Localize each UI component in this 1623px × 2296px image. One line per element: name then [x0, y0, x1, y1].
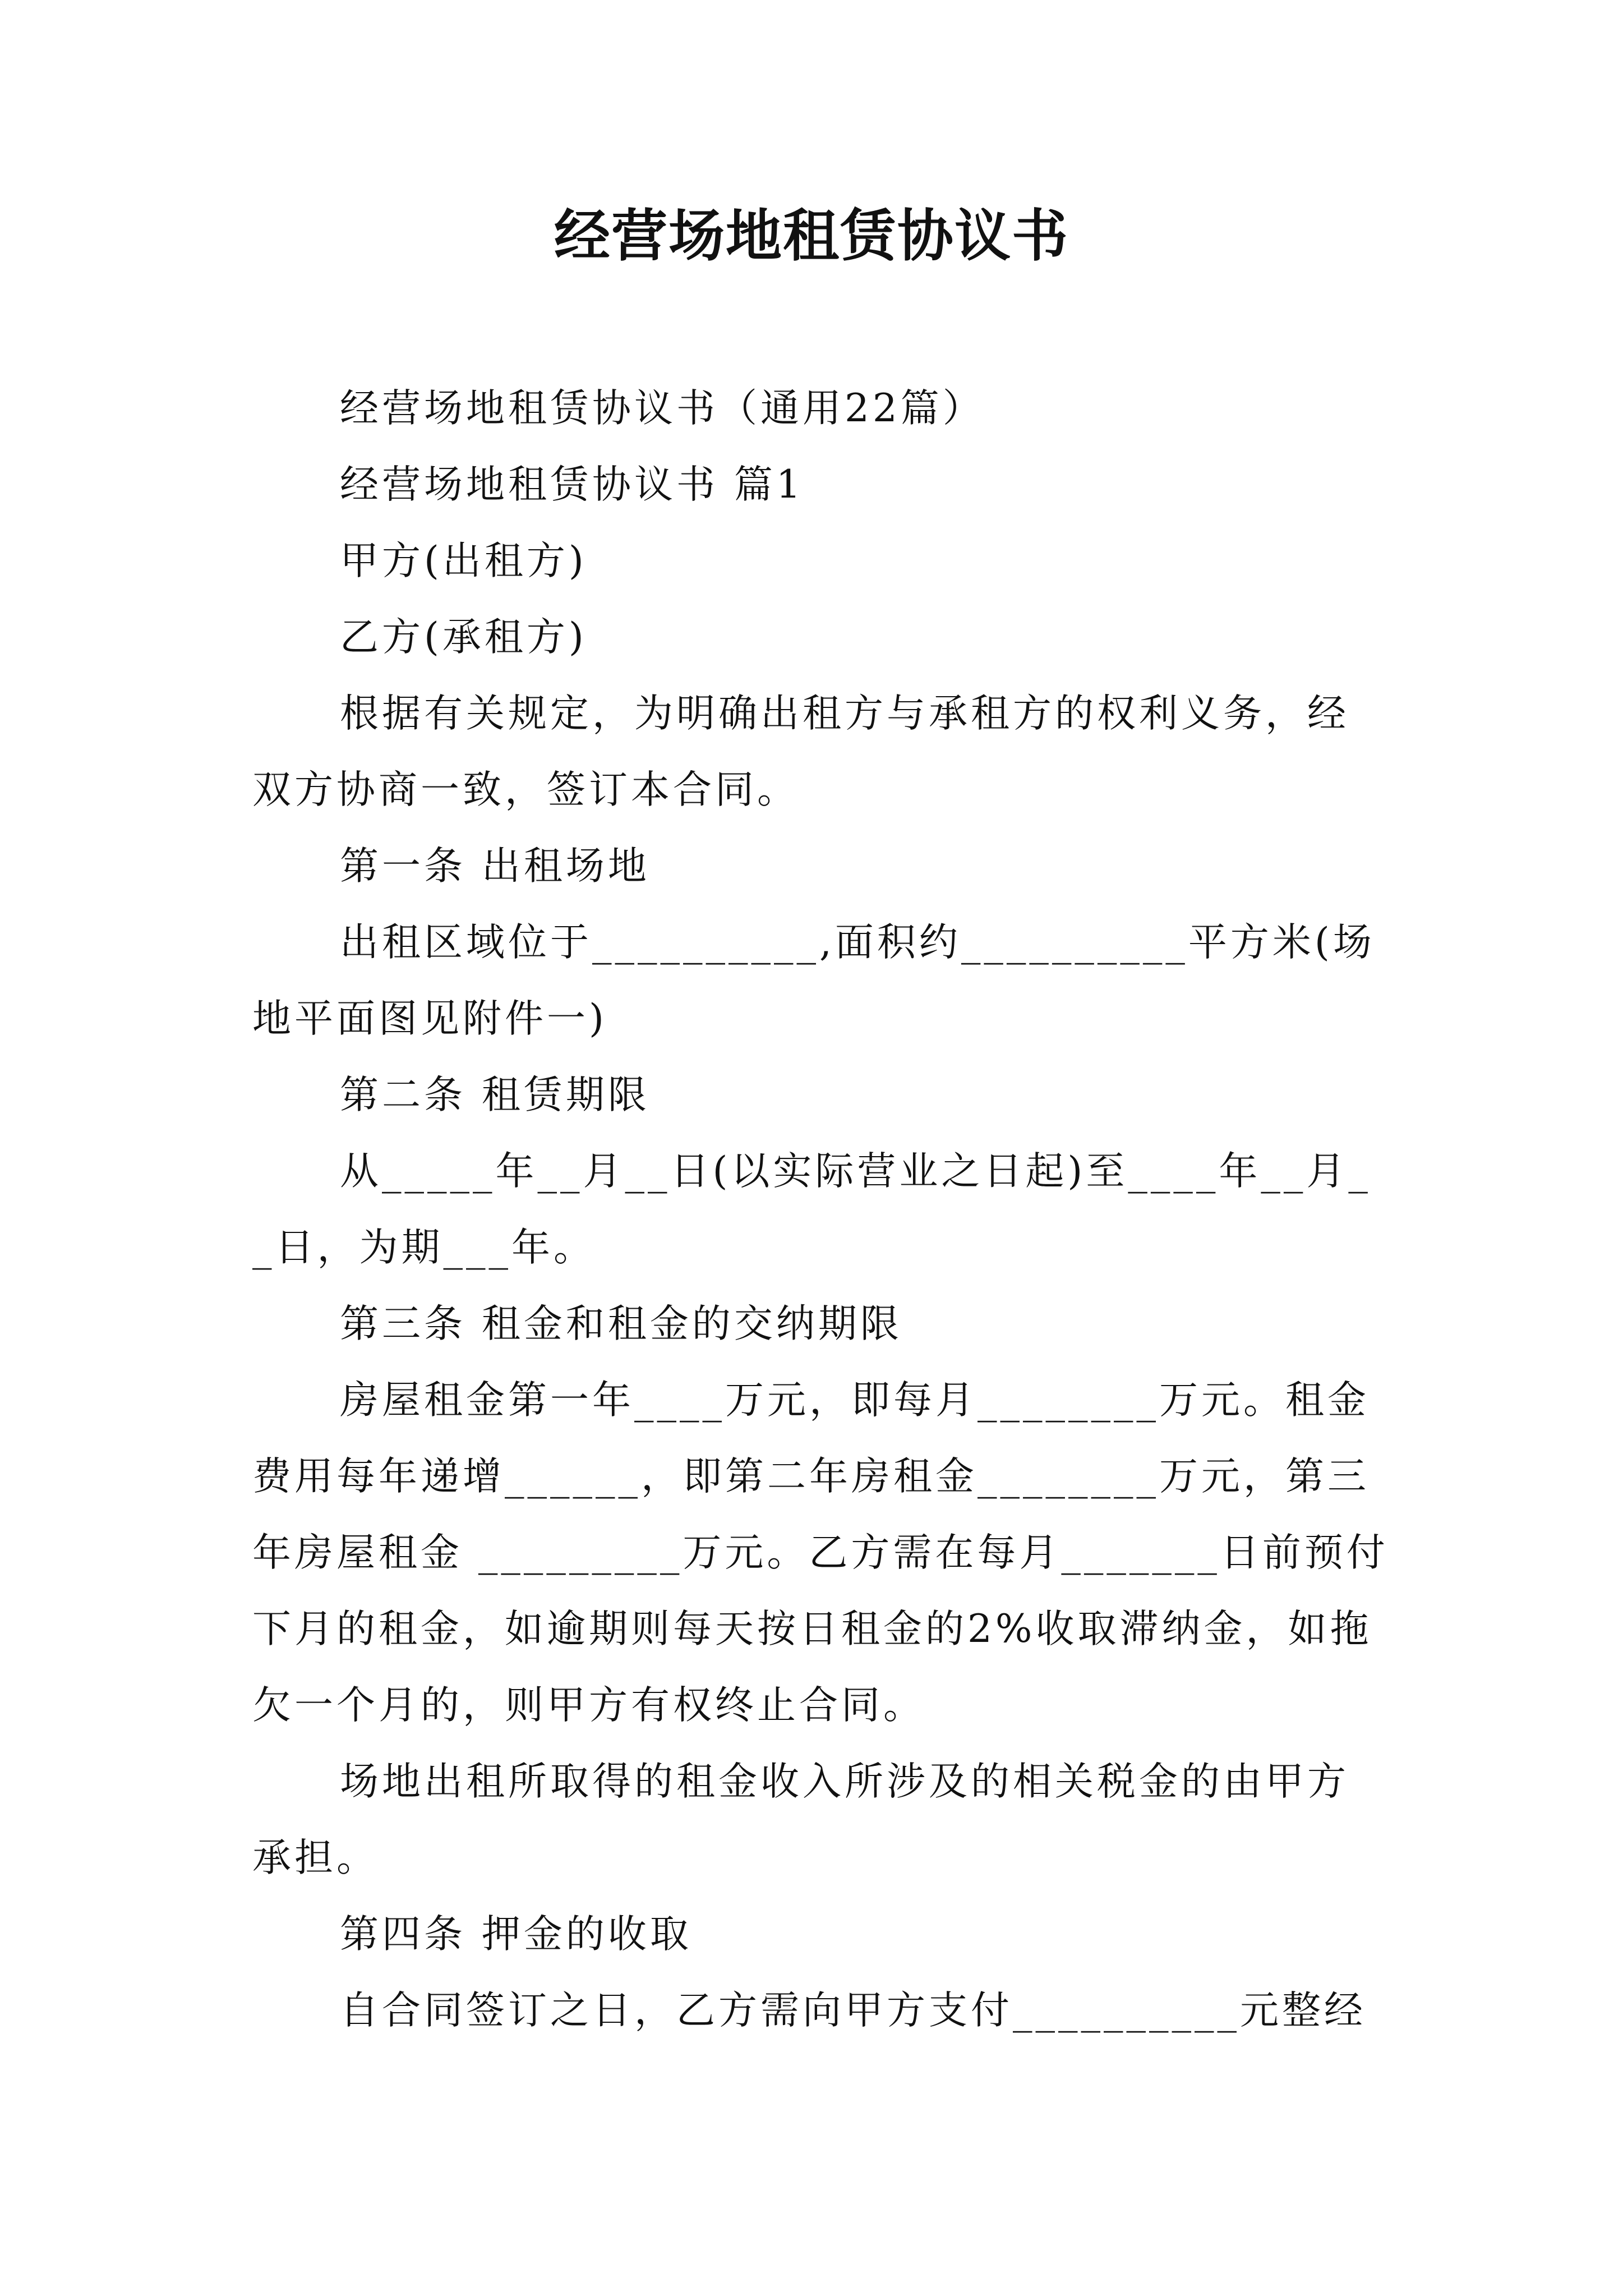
article-4-heading: 第四条 押金的收取 — [340, 1912, 692, 1957]
article-2-body: 从_____年__月__日(以实际营业之日起)至____年__月__日，为期___年。 — [252, 1149, 1371, 1270]
article-3-heading: 第三条 租金和租金的交纳期限 — [340, 1301, 902, 1346]
article-4-body: 自合同签订之日，乙方需向甲方支付__________元整经 — [340, 1988, 1366, 2033]
party-a: 甲方(出租方) — [340, 539, 587, 583]
preamble-paragraph: 根据有关规定，为明确出租方与承租方的权利义务，经双方协商一致，签订本合同。 — [252, 691, 1349, 812]
document-body — [252, 370, 1391, 2049]
party-b: 乙方(承租方) — [340, 615, 587, 660]
article-1-body: 出租区域位于__________,面积约__________平方米(场地平面图见附件一) — [252, 920, 1375, 1041]
article-3-body: 房屋租金第一年____万元，即每月________万元。租金费用每年递增______，即第二年房租金________万元，第三年房屋租金 _________万元。乙方需在每月_______日前预付下月的租金，如逾期则每天按日租金的2%收取滞纳金，如拖欠一个月的，则甲方有权终止合同。 — [252, 1378, 1389, 1728]
article-3-tax-note: 场地出租所取得的租金收入所涉及的相关税金的由甲方承担。 — [252, 1759, 1349, 1880]
document-title: 经营场地租赁协议书 — [554, 203, 1069, 269]
section-heading: 经营场地租赁协议书 篇1 — [340, 462, 804, 507]
article-1-heading: 第一条 出租场地 — [340, 844, 650, 889]
doc-subtitle: 经营场地租赁协议书（通用22篇） — [340, 386, 985, 431]
article-2-heading: 第二条 租赁期限 — [340, 1073, 650, 1117]
